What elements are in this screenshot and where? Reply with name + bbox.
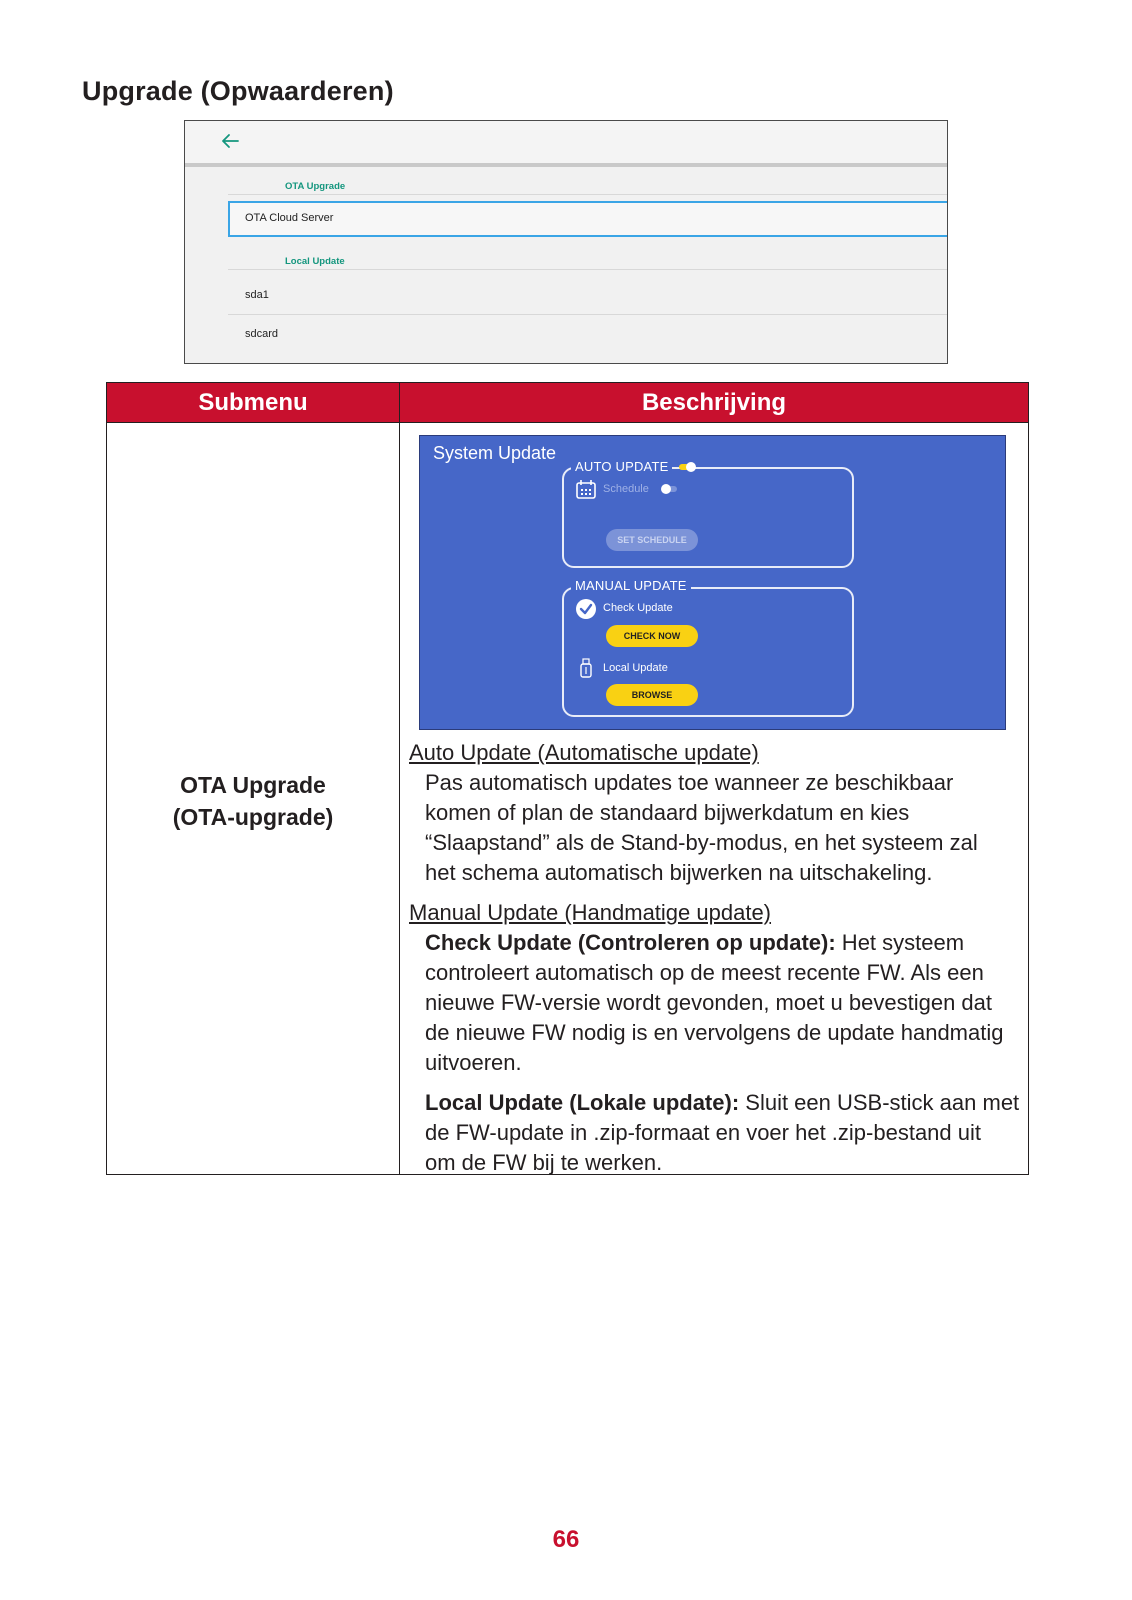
- check-now-button[interactable]: CHECK NOW: [606, 625, 698, 647]
- divider: [228, 269, 947, 270]
- settings-item-label: OTA Cloud Server: [245, 212, 334, 224]
- upgrade-settings-screenshot: [184, 120, 948, 364]
- header-submenu: Submenu: [198, 389, 308, 416]
- check-update-text: [409, 928, 1021, 1078]
- local-update-text: [409, 1088, 1021, 1178]
- divider: [228, 194, 947, 195]
- page-title: Upgrade (Opwaarderen): [82, 76, 394, 106]
- text-line: Sluit een USB-stick aan met: [739, 1090, 1020, 1115]
- table-header: [107, 383, 1028, 422]
- browse-button[interactable]: BROWSE: [606, 684, 698, 706]
- usb-icon: [579, 658, 593, 678]
- divider: [107, 422, 1028, 423]
- local-update-label: Local Update: [603, 662, 668, 674]
- text-line: Pas automatisch updates toe wanneer ze beschikbaar: [425, 770, 954, 795]
- local-update-term: Local Update (Lokale update):: [425, 1090, 740, 1115]
- text-line: het schema automatisch bijwerken na uitschakeling.: [425, 860, 933, 885]
- description: [409, 738, 1021, 1178]
- arrow-left-icon[interactable]: [221, 133, 239, 149]
- check-circle-icon: [575, 598, 597, 620]
- page-number: 66: [552, 1526, 580, 1553]
- text-line: de nieuwe FW nodig is en vervolgens de update handmatig: [425, 1020, 1004, 1045]
- submenu-cell: [107, 769, 399, 833]
- settings-topbar: [185, 121, 947, 167]
- divider: [399, 383, 400, 1174]
- manual-update-heading: Manual Update (Handmatige update): [409, 900, 772, 925]
- system-update-screenshot: [419, 435, 1006, 730]
- auto-update-toggle[interactable]: [678, 461, 698, 473]
- calendar-icon: [575, 479, 597, 499]
- text-line: Het systeem: [835, 930, 965, 955]
- submenu-name: OTA Upgrade: [180, 772, 326, 798]
- auto-update-label: AUTO UPDATE: [571, 459, 672, 474]
- settings-item-sdcard[interactable]: sdcard: [245, 328, 279, 340]
- header-beschrijving: Beschrijving: [641, 389, 787, 416]
- text-line: “Slaapstand” als de Stand-by-modus, en het systeem zal: [425, 830, 978, 855]
- settings-item-sda1[interactable]: sda1: [245, 289, 269, 301]
- text-line: controleert automatisch op de meest recente FW. Als een: [425, 960, 984, 985]
- set-schedule-button[interactable]: SET SCHEDULE: [606, 529, 698, 551]
- submenu-name-translation: (OTA-upgrade): [172, 804, 334, 830]
- text-line: komen of plan de standaard bijwerkdatum en kies: [425, 800, 910, 825]
- text-line: om de FW bij te werken.: [425, 1150, 663, 1175]
- schedule-toggle[interactable]: [660, 483, 678, 495]
- divider: [228, 314, 947, 315]
- auto-update-text: [409, 768, 1021, 888]
- check-update-label: Check Update: [603, 602, 673, 614]
- section-label-local-update: Local Update: [285, 256, 345, 267]
- text-line: de FW-update in .zip-formaat en voer het .zip-bestand uit: [425, 1120, 981, 1145]
- manual-update-label: MANUAL UPDATE: [571, 578, 691, 593]
- auto-update-heading: Auto Update (Automatische update): [409, 740, 759, 765]
- section-label-ota-upgrade: OTA Upgrade: [285, 181, 346, 192]
- schedule-label: Schedule: [603, 483, 649, 495]
- text-line: nieuwe FW-versie wordt gevonden, moet u bevestigen dat: [425, 990, 993, 1015]
- system-update-title: System Update: [433, 443, 557, 463]
- check-update-term: Check Update (Controleren op update):: [425, 930, 836, 955]
- submenu-table: [106, 382, 1029, 1175]
- text-line: uitvoeren.: [425, 1050, 522, 1075]
- settings-item-ota-cloud-server[interactable]: [228, 201, 948, 237]
